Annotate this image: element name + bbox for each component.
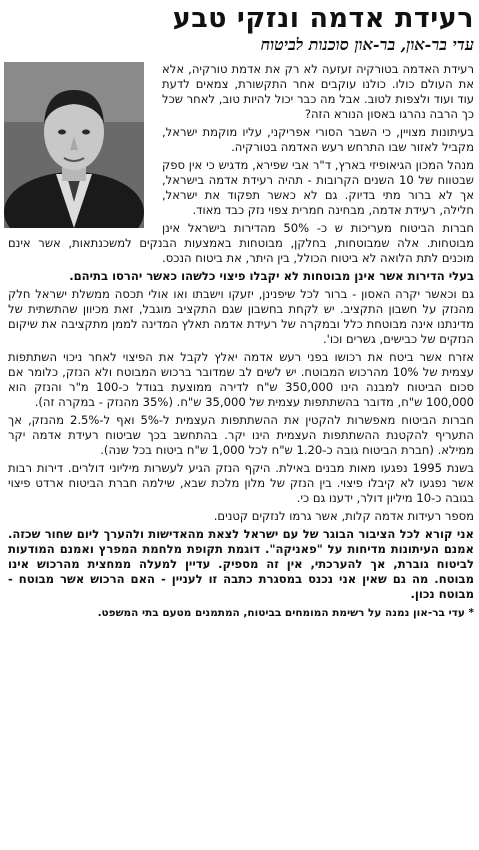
paragraph-3: מנהל המכון הגיאופיזי בארץ, ד"ר אבי שפירא, מדגיש כי אין ספק שבטווח של 10 השנים הקרובות - תהיה רעידת אדמה בישראל, אך לא ברור מתי בדיוק. גם לא כאשר תפקוד את ישראל, חלילה, רעידת אדמה, מבחינה חמרית צפוי נזק כבד מאוד.	[162, 158, 474, 217]
paragraph-1: רעידת האדמה בטורקיה זעזעה לא רק את אדמת טורקיה, אלא את העולם כולו. כולנו עוקבים אחר התקשורת, צמאים לדעת עוד ועוד ולצפות לטוב. אבל מה כבר יכול להיות טוב, לאחר שכל כך הרבה נהרגו באסון הנורא הזה?	[162, 62, 474, 121]
paragraph-8: חברות הביטוח מאפשרות להקטין את ההשתתפות העצמית ל-5% ואף ל-2.5% מהנזק, אך התעריף להקטנת ההשתתפות העצמית הינו יקר. בהתחשב בכך שביטוח רעידת אדמה יקר ממילא. (חברת הביטוח גובה כ-1.20 ש"ח לכל 1,000 ש"ח ביטוח בכל שנה).	[8, 413, 474, 457]
portrait-photo	[4, 62, 144, 228]
headline: רעידת אדמה ונזקי טבע	[172, 3, 474, 34]
footnote: * עדי בר-און נמנה על רשימת המומחים בביטוח, המתמנים מטעם בתי המשפט.	[97, 607, 474, 619]
paragraph-4: חברות הביטוח מעריכות ש כ- 50% מהדירות בישראל אינן מבוטחות. אלה שמבוטחות, בחלקן, מבוטחות באמצעות הבנקים למשכנתאות, אשר אינם מוכנים לתת הלואה לא ביטוח הכולל, בין היתר, את ביטוח הנכס.	[8, 221, 474, 265]
paragraph-10: מספר רעידות אדמה קלות, אשר גרמו לנזקים קטנים.	[213, 509, 474, 523]
paragraph-2: בעיתונות מצויין, כי השבר הסורי אפריקני, עליו מוקמת ישראל, מקביל לאזור שבו התרחש רעש האדמה בטורקיה.	[162, 125, 474, 154]
byline: עדי בר-און, בר-און סוכנות לביטוח	[260, 35, 474, 54]
portrait-icon	[4, 62, 144, 228]
paragraph-7: אזרח אשר ביטח את רכושו בפני רעש אדמה יאלץ לקבל את הפיצוי לאחר ניכוי השתתפות עצמית של 10% מהרכוש המבוטח. יש לשים לב שמדובר ברכוש המבוטח ולא הנזק, כלומר אם סכום הביטוח למבנה הינו 350,000 ש"ח לדירה ממוצעת בגודל כ-100 מ"ר והנזק הוא 100,000 ש"ח, מדובר בהשתתפות עצמית של 35,000 ש"ח. (35% מהנזק - במקרה זה).	[8, 350, 474, 409]
paragraph-11: אני קורא לכל הציבור הבוגר של עם ישראל לצאת מהאדישות ולהערך ליום שחור שכזה. אמנם העיתונות מדיחות על "פאניקה". דוגמת תקופת מלחמת המפרץ ואמנם המודעות לביטוח גוברת, אך להערכתי, אין זה מספיק. עדיין למעלה ממחצית מהרכוש אינו מבוטח. מה גם שאין אני נכנס במסגרת כתבה זו לעניין - האם הרכוש אשר מבוטח - מבוטח נכון.	[8, 527, 474, 601]
paragraph-6: גם וכאשר יקרה האסון - ברור לכל שיפנינן, יזעקו וישבתו ואו אולי תכסה ממשלת ישראל חלק מהנזק על חשבון התקציב. יש לקחת בחשבון שגם התקציב מוגבל, זאת מכיוון שהתשתית של מדינתנו אינה מבוטחת כלל ובמקרה של רעידת אדמה תאלץ המדינה לממן מתקציבה את שיקום הנזקים של כבישים, גשרים וכו'.	[8, 287, 474, 346]
paragraph-9: בשנת 1995 נפגעו מאות מבנים באילת. היקף הנזק הגיע לעשרות מיליוני דולרים. דירות רבות אשר נפגעו לא קיבלו פיצוי. בין הנזק של מלון מלכת שבא, שילמה חברת הביטוח ארדט פיצוי בגובה כ-10 מיליון דולר, ידענו גם כי.	[8, 461, 474, 505]
paragraph-5: בעלי הדירות אשר אינן מבוטחות לא יקבלו פיצוי כלשהו כאשר יהרסו בתיהם.	[69, 269, 474, 283]
